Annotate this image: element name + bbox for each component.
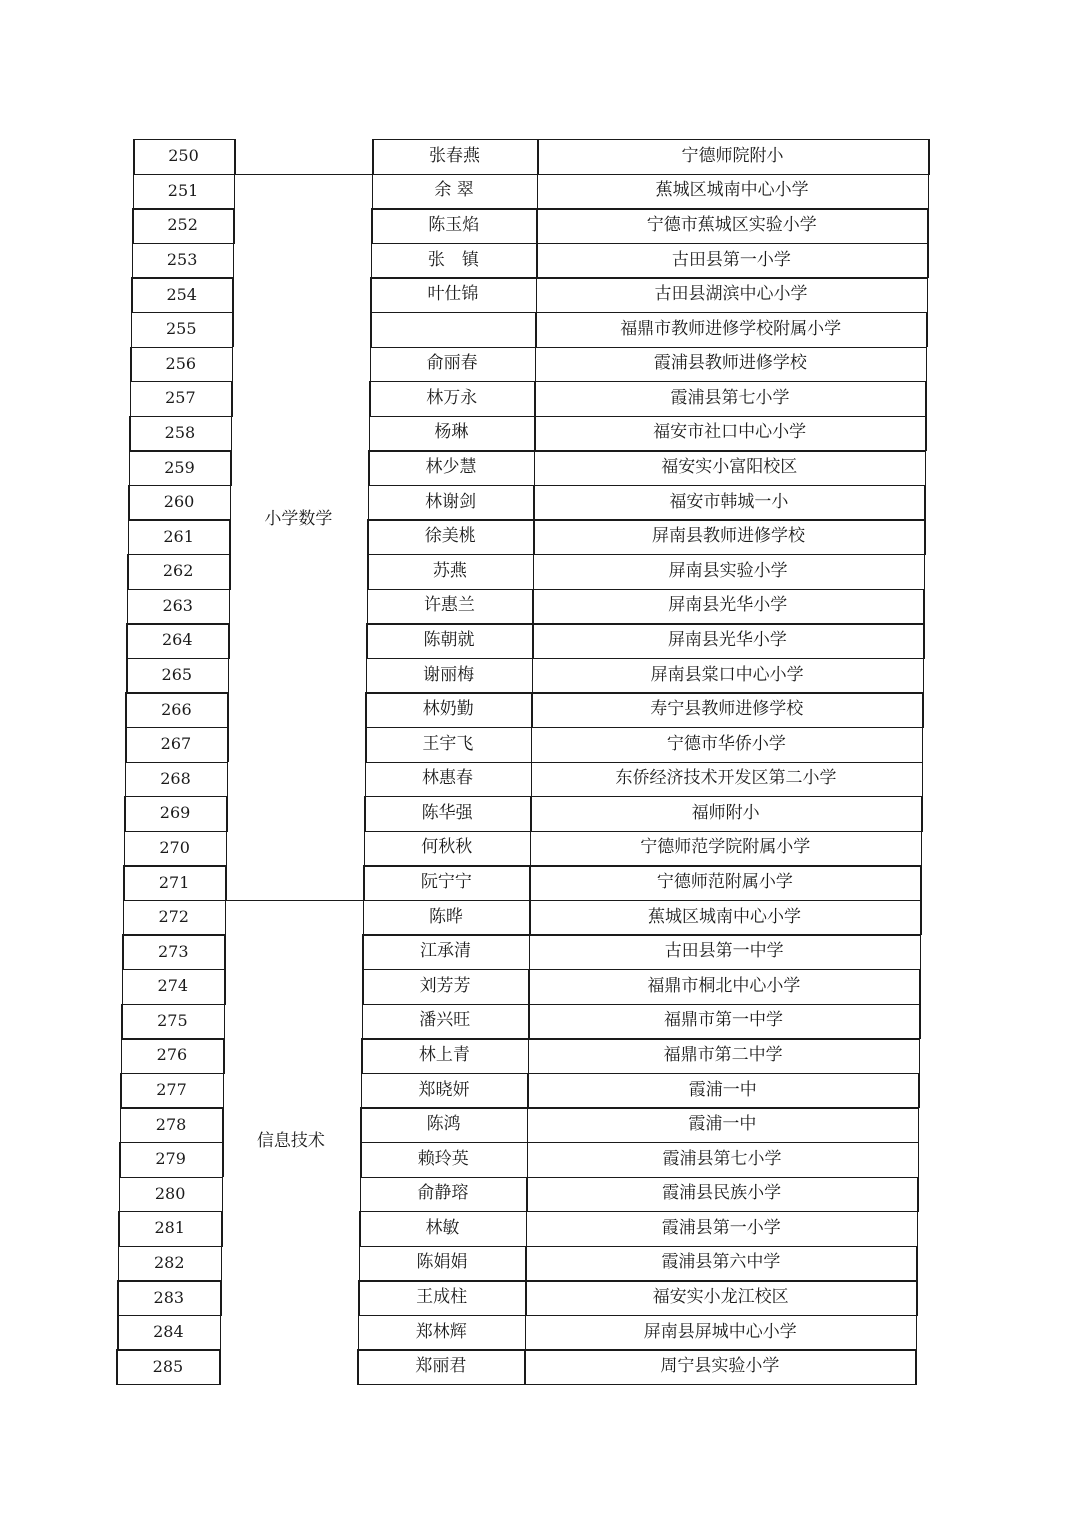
row-number: 280 [154,1183,186,1203]
teacher-name: 林惠春 [422,768,473,789]
school-name: 福鼎市第二中学 [663,1044,783,1065]
teacher-name: 陈娟娟 [416,1252,468,1273]
table-rule [921,831,923,867]
teacher-name: 叶仕锦 [427,284,479,305]
table-rule [231,416,233,452]
table-rule [223,1073,225,1109]
table-rule [925,450,927,486]
table-rule [227,762,229,798]
teacher-name: 郑丽君 [415,1356,467,1377]
school-name: 屏南县屏城中心小学 [643,1321,797,1342]
row-number: 250 [168,146,199,166]
table-rule [228,623,230,659]
row-number: 266 [161,699,192,719]
teacher-name: 许惠兰 [423,595,475,616]
row-number: 284 [153,1322,184,1342]
table-rule [915,1349,917,1385]
table-rule [231,381,233,417]
teacher-name: 陈晔 [428,906,463,927]
teacher-name: 王成柱 [416,1287,468,1308]
table-rule [928,174,930,210]
table-rule [919,1038,921,1074]
school-name: 宁德市华侨小学 [666,733,786,754]
teacher-name: 林奶勤 [422,699,474,720]
teacher-name: 陈玉焰 [428,214,480,235]
table-rule [226,796,228,832]
teacher-name: 赖玲英 [417,1148,469,1169]
row-number: 278 [155,1114,187,1134]
row-number: 277 [156,1080,187,1100]
school-name: 寿宁县教师进修学校 [650,699,804,720]
table-rule [226,831,228,867]
school-name: 宁德市蕉城区实验小学 [646,214,817,235]
row-number: 281 [154,1218,185,1238]
teacher-name: 张 镇 [427,249,479,270]
table-rule [920,934,922,970]
school-name: 霞浦县第六中学 [661,1252,781,1273]
table-rule [924,485,926,521]
table-rule [233,208,235,244]
school-name: 屏南县光华小学 [668,595,788,616]
row-number: 264 [161,630,193,650]
school-name: 古田县湖滨中心小学 [654,284,808,305]
school-name: 周宁县实验小学 [660,1356,780,1377]
table-rule [230,450,232,486]
table-rule [923,623,925,659]
school-name: 福鼎市桐北中心小学 [647,975,801,996]
table-rule [222,1177,224,1213]
school-name: 蕉城区城南中心小学 [648,906,802,927]
subject-label: 信息技术 [256,1131,325,1152]
school-name: 屏南县教师进修学校 [652,526,806,547]
table-rule [234,139,236,175]
row-number: 251 [167,180,199,200]
table-rule [229,554,231,590]
table-rule [229,589,231,625]
table-rule [917,1211,919,1247]
table-rule [918,1142,920,1178]
teacher-name: 徐美桃 [424,526,476,547]
teacher-name: 俞丽春 [426,353,478,374]
table-rule [927,208,929,244]
table-rule [232,277,234,313]
table-rule [924,554,926,590]
row-number: 275 [157,1010,188,1030]
school-name: 宁德师院附小 [681,145,784,166]
row-number: 262 [162,561,194,581]
school-name: 福安实小龙江校区 [652,1287,789,1308]
table-rule [224,969,226,1005]
table-rule [233,243,235,279]
row-number: 282 [153,1252,185,1272]
teacher-name: 刘芳芳 [419,975,471,996]
table-rule [224,1004,226,1040]
row-number: 267 [160,734,192,754]
table-rule [221,1246,223,1282]
teacher-name: 林少慧 [425,457,477,478]
row-number: 261 [163,526,194,546]
teacher-name [370,312,535,347]
table-rule [234,174,236,210]
table-rule [234,174,372,175]
table-rule [918,1107,920,1143]
school-name: 古田县第一小学 [671,249,791,270]
row-number: 285 [152,1356,184,1376]
teacher-name: 陈华强 [421,802,473,823]
teacher-name: 何秋秋 [421,837,473,858]
table-rule [221,1211,223,1247]
table-rule [225,900,363,901]
teacher-name: 苏燕 [432,560,467,581]
teacher-name: 林上青 [418,1044,470,1065]
table-rule [228,658,230,694]
teacher-name: 郑林辉 [415,1321,467,1342]
row-number: 258 [164,422,196,442]
row-number: 283 [153,1287,185,1307]
table-rule [116,1384,221,1385]
row-number: 263 [162,595,193,615]
row-number: 257 [165,388,196,408]
table-rule [917,1177,919,1213]
row-number: 269 [159,803,191,823]
row-number: 253 [166,250,198,270]
row-number: 259 [164,457,195,477]
table-rule [926,347,928,383]
row-number: 260 [163,492,195,512]
teacher-name: 江承清 [420,941,472,962]
school-name: 东侨经济技术开发区第二小学 [615,768,837,789]
school-name: 古田县第一中学 [664,941,784,962]
table-rule [926,312,928,348]
table-rule [232,347,234,383]
table-rule [225,865,227,901]
row-number: 252 [167,215,198,235]
table-rule [920,865,922,901]
teacher-name: 阮宁宁 [420,872,472,893]
table-rule [920,900,922,936]
teacher-name: 王宇飞 [422,733,474,754]
table-rule [916,1280,918,1316]
school-name: 屏南县实验小学 [668,560,788,581]
row-number: 279 [155,1149,186,1169]
table-rule [918,1073,920,1109]
row-number: 256 [165,353,197,373]
school-name: 霞浦县第一小学 [661,1217,781,1238]
table-rule [925,381,927,417]
row-number: 271 [158,872,190,892]
table-rule [922,762,924,798]
row-number: 255 [165,319,197,339]
row-number: 276 [156,1045,188,1065]
school-name: 霞浦县教师进修学校 [653,353,807,374]
school-name: 福鼎市第一中学 [663,1010,783,1031]
row-number: 270 [159,837,190,857]
school-name: 福师附小 [691,802,760,823]
teacher-name: 余 翠 [434,180,474,201]
school-name: 福安市社口中心小学 [653,422,807,443]
teacher-name: 张春燕 [429,145,480,166]
subject-label: 小学数学 [264,508,333,529]
table-rule [921,796,923,832]
table-rule [232,312,234,348]
table-rule [225,900,227,936]
school-name: 福鼎市教师进修学校附属小学 [620,318,842,339]
table-rule [922,692,924,728]
table-rule [928,139,930,175]
teacher-name: 杨琳 [434,422,469,443]
table-rule [924,519,926,555]
table-rule [227,692,229,728]
teacher-name: 林谢剑 [425,491,477,512]
row-number: 273 [157,941,189,961]
school-name: 屏南县光华小学 [667,629,787,650]
table-rule [220,1315,222,1351]
school-name: 霞浦县第七小学 [670,387,790,408]
school-name: 蕉城区城南中心小学 [655,180,809,201]
table-rule [916,1246,918,1282]
school-name: 霞浦县第七小学 [662,1148,782,1169]
row-number: 254 [166,284,197,304]
teacher-name: 陈鸿 [426,1114,461,1135]
teacher-name: 谢丽梅 [423,664,475,685]
table-rule [223,1038,225,1074]
teacher-name: 潘兴旺 [419,1010,471,1031]
table-rule [227,727,229,763]
school-name: 福安实小富阳校区 [661,457,798,478]
table-rule [357,1384,917,1385]
row-number: 265 [161,665,193,685]
table-rule [916,1315,918,1351]
school-name: 屏南县棠口中心小学 [650,664,804,685]
table-rule [219,1349,221,1385]
row-number: 274 [157,976,189,996]
table-rule [224,934,226,970]
table-rule [927,243,929,279]
row-number: 268 [160,768,191,788]
table-rule [923,589,925,625]
school-name: 宁德师范附属小学 [656,872,793,893]
school-name: 福安市韩城一小 [669,491,789,512]
table-rule [220,1280,222,1316]
teacher-name: 郑晓妍 [418,1079,470,1100]
school-name: 霞浦县民族小学 [662,1183,782,1204]
teacher-name: 林敏 [425,1217,460,1238]
teacher-name: 俞静瑢 [417,1183,469,1204]
table-rule [919,1004,921,1040]
table-rule [925,416,927,452]
school-name: 宁德师范学院附属小学 [640,837,811,858]
school-name: 霞浦一中 [688,1079,757,1100]
table-rule [927,277,929,313]
teacher-name: 林万永 [426,387,478,408]
table-rule [919,969,921,1005]
school-name: 霞浦一中 [688,1114,757,1135]
row-number: 272 [158,907,189,927]
table-rule [923,658,925,694]
table-rule [922,727,924,763]
teacher-name: 陈朝就 [423,629,475,650]
